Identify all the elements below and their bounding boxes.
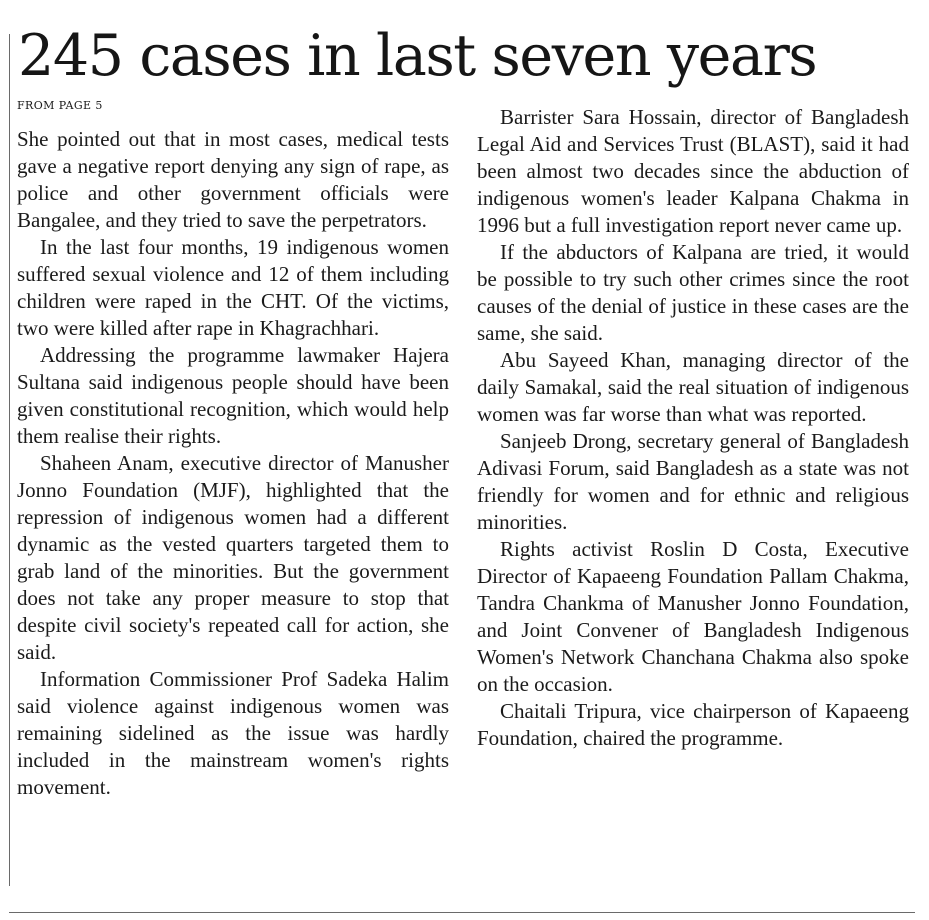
article-column-right bbox=[477, 104, 909, 752]
paragraph: Barrister Sara Hossain, director of Bangladesh Legal Aid and Services Trust (BLAST), said it had been almost two decades since the abduction of indigenous women's leader Kalpana Chakma in 1996 but a full investigation report never came up. bbox=[477, 105, 909, 237]
paragraph: Addressing the programme lawmaker Hajera Sultana said indigenous people should have been given constitutional recognition, which would help them realise their rights. bbox=[17, 343, 449, 448]
headline: 245 cases in last seven years bbox=[18, 23, 817, 89]
paragraph: Abu Sayeed Khan, managing director of the daily Samakal, said the real situation of indigenous women was far worse than what was reported. bbox=[477, 348, 909, 426]
paragraph: Rights activist Roslin D Costa, Executive Director of Kapaeeng Foundation Pallam Chakma, Tandra Chankma of Manusher Jonno Foundation, and Joint Convener of Bangladesh Indigenous Women's Network Chanchana Chakma also spoke on the occasion. bbox=[477, 537, 909, 696]
bottom-rule bbox=[9, 912, 915, 913]
paragraph: If the abductors of Kalpana are tried, it would be possible to try such other crimes since the root causes of the denial of justice in these cases are the same, she said. bbox=[477, 240, 909, 345]
paragraph: In the last four months, 19 indigenous women suffered sexual violence and 12 of them including children were raped in the CHT. Of the victims, two were killed after rape in Khagrachhari. bbox=[17, 235, 449, 340]
article-column-left bbox=[17, 126, 449, 801]
column-rule-left bbox=[9, 34, 10, 886]
paragraph: She pointed out that in most cases, medical tests gave a negative report denying any sign of rape, as police and other government officials were Bangalee, and they tried to save the perpetrators. bbox=[17, 127, 449, 232]
jump-line: FROM PAGE 5 bbox=[17, 99, 103, 112]
paragraph: Chaitali Tripura, vice chairperson of Kapaeeng Foundation, chaired the programme. bbox=[477, 699, 909, 750]
paragraph: Sanjeeb Drong, secretary general of Bangladesh Adivasi Forum, said Bangladesh as a state was not friendly for women and for ethnic and religious minorities. bbox=[477, 429, 909, 534]
paragraph: Information Commissioner Prof Sadeka Halim said violence against indigenous women was remaining sidelined as the issue was hardly included in the mainstream women's rights movement. bbox=[17, 667, 449, 799]
paragraph: Shaheen Anam, executive director of Manusher Jonno Foundation (MJF), highlighted that the repression of indigenous women had a different dynamic as the vested quarters targeted them to grab land of the minorities. But the government does not take any proper measure to stop that despite civil society's repeated call for action, she said. bbox=[17, 451, 449, 664]
